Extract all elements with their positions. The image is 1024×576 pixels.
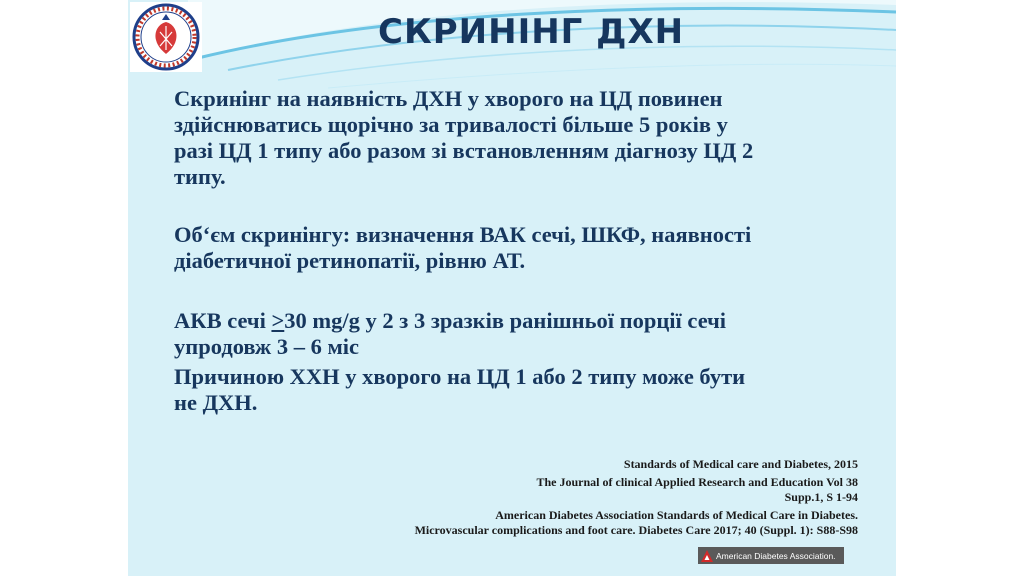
reference-text: Microvascular complications and foot care. Diabetes Care 2017; 40 (Suppl. 1): S88-S98 bbox=[414, 523, 858, 537]
greater-equal-symbol: > bbox=[271, 308, 285, 333]
ada-triangle-icon bbox=[700, 549, 714, 563]
text-line: типу. bbox=[174, 164, 226, 189]
paragraph-screening-scope bbox=[174, 222, 864, 274]
text-line: Причиною ХХН у хворого на ЦД 1 або 2 типу може бути bbox=[174, 364, 746, 389]
reference-1 bbox=[378, 457, 858, 472]
institute-seal-icon bbox=[130, 2, 202, 72]
text-line: разі ЦД 1 типу або разом зі встановленням діагнозу ЦД 2 bbox=[174, 138, 754, 163]
reference-text: Standards of Medical care and Diabetes, 2015 bbox=[623, 457, 858, 471]
text-line: не ДХН. bbox=[174, 390, 258, 415]
ada-logo-text: American Diabetes Association. bbox=[716, 550, 836, 561]
ada-logo bbox=[698, 547, 844, 564]
text-line: Об‘єм скринінгу: визначення ВАК сечі, ШКФ, наявності bbox=[174, 222, 752, 247]
paragraph-screening-frequency bbox=[174, 86, 864, 190]
slide-title: СКРИНІНГ ДХН bbox=[378, 12, 685, 52]
text-line: діабетичної ретинопатії, рівню АТ. bbox=[174, 248, 526, 273]
reference-text: The Journal of clinical Applied Research and Education Vol 38 bbox=[536, 475, 858, 489]
reference-3 bbox=[328, 508, 858, 538]
text-segment: 30 mg/g у 2 з 3 зразків ранішньої порції сечі bbox=[284, 308, 727, 333]
text-line: Скринінг на наявність ДХН у хворого на ЦД повинен bbox=[174, 86, 723, 111]
text-line: здійснюватись щорічно за тривалості більше 5 років у bbox=[174, 112, 728, 137]
text-line: упродовж 3 – 6 міс bbox=[174, 334, 360, 359]
reference-2 bbox=[378, 475, 858, 505]
text-segment: АКВ сечі bbox=[174, 308, 272, 333]
slide bbox=[128, 0, 896, 576]
reference-text: Supp.1, S 1-94 bbox=[784, 490, 858, 504]
paragraph-acr-threshold bbox=[174, 308, 864, 360]
reference-text: American Diabetes Association Standards of Medical Care in Diabetes. bbox=[495, 508, 858, 522]
institute-logo bbox=[130, 2, 202, 72]
paragraph-ckd-cause bbox=[174, 364, 864, 416]
